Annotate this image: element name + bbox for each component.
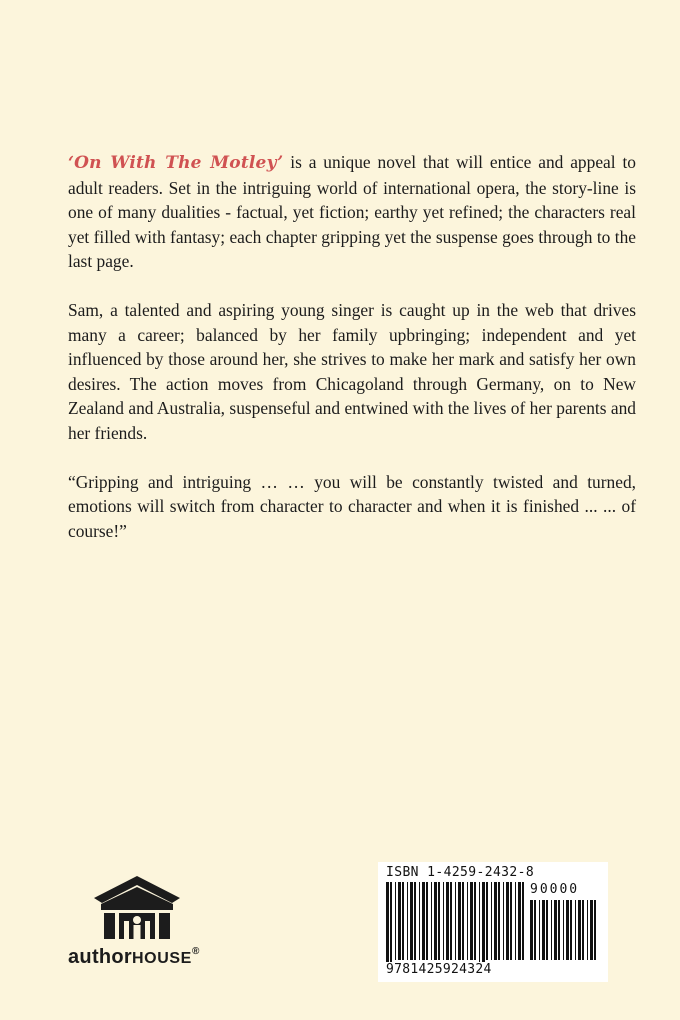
- barcode-bar: [446, 882, 449, 960]
- barcode-bar: [431, 882, 432, 960]
- blurb-quote: “Gripping and intriguing … … you will be constantly twisted and turned, emotions will switch from character to character and when it is finished ... ... of course!”: [68, 471, 636, 541]
- barcode-bar: [498, 882, 500, 960]
- barcode-bar: [494, 882, 497, 960]
- publisher-name-prefix: author: [68, 946, 133, 968]
- barcode-bar: [470, 882, 473, 960]
- ean-barcode: [386, 882, 524, 962]
- barcode-bar: [455, 882, 456, 960]
- barcode-bar: [486, 882, 488, 960]
- barcode-bar: [434, 882, 437, 960]
- barcode-bar: [542, 900, 545, 960]
- barcode-bar: [410, 882, 413, 960]
- barcode-bar: [522, 882, 524, 960]
- blurb-paragraph-1-text: is a unique novel that will entice and appeal to adult readers. Set in the intriguing world of international opera, the story-line is one of many dualities - factual, yet fiction; earthy yet refined; the characters real yet filled with fantasy; each chapter gripping yet the suspense goes through to the last page.: [68, 152, 636, 272]
- barcode-bar: [422, 882, 425, 960]
- barcode-bar: [438, 882, 440, 960]
- barcode-bar: [426, 882, 428, 960]
- barcode-bar: [590, 900, 593, 960]
- barcode-bar: [443, 882, 444, 960]
- barcode-bar: [539, 900, 540, 960]
- ean-digits: 9781425924324: [386, 962, 492, 977]
- barcode-bar: [594, 900, 596, 960]
- blurb-paragraph-1: [68, 150, 636, 274]
- addon-barcode: [530, 900, 598, 962]
- price-code: 90000: [530, 882, 580, 897]
- barcode-bar: [510, 882, 512, 960]
- barcode-bar: [546, 900, 548, 960]
- barcode-bar: [402, 882, 404, 960]
- barcode-bar: [518, 882, 521, 960]
- barcode-bar: [450, 882, 452, 960]
- barcode-bar: [506, 882, 509, 960]
- barcode-bar: [462, 882, 464, 960]
- barcode-bar: [534, 900, 536, 960]
- barcode-bar: [458, 882, 461, 960]
- publisher-logo: [68, 876, 228, 976]
- barcode-bar: [554, 900, 557, 960]
- barcode-bar: [575, 900, 576, 960]
- barcode-bar: [587, 900, 588, 960]
- barcode-bar: [491, 882, 492, 960]
- barcode-bar: [414, 882, 416, 960]
- barcode-panel: [378, 862, 608, 982]
- back-cover-blurb: [68, 150, 636, 567]
- barcode-bar: [503, 882, 504, 960]
- book-title: ‘On With The Motley’: [68, 153, 284, 173]
- registered-mark: ®: [191, 946, 200, 957]
- barcode-bar: [474, 882, 476, 960]
- barcode-bar: [395, 882, 396, 960]
- barcode-bar: [578, 900, 581, 960]
- blurb-paragraph-2: Sam, a talented and aspiring young singer is caught up in the web that drives many a career; balanced by her family upbringing; independent and yet influenced by those around her, she strives to make her mark and satisfy her own desires. The action moves from Chicagoland through Germany, on to New Zealand and Australia, suspenseful and entwined with the lives of her parents and her friends.: [68, 299, 636, 443]
- barcode-bar: [482, 882, 485, 962]
- barcode-bar: [407, 882, 408, 960]
- publisher-name: [68, 946, 200, 969]
- barcode-bar: [479, 882, 480, 962]
- barcode-bar: [530, 900, 533, 960]
- barcode-bar: [419, 882, 420, 960]
- house-icon: [94, 876, 180, 940]
- barcode-bar: [582, 900, 584, 960]
- barcode-bar: [467, 882, 468, 960]
- publisher-name-suffix: HOUSE: [132, 950, 192, 967]
- barcode-bar: [386, 882, 389, 962]
- barcode-bar: [515, 882, 516, 960]
- barcode-bar: [563, 900, 564, 960]
- barcode-bar: [570, 900, 572, 960]
- isbn-label: ISBN 1-4259-2432-8: [386, 865, 535, 880]
- barcode-bar: [398, 882, 401, 960]
- barcode-bar: [566, 900, 569, 960]
- barcode-bar: [551, 900, 552, 960]
- barcode-bar: [558, 900, 560, 960]
- barcode-bar: [390, 882, 392, 962]
